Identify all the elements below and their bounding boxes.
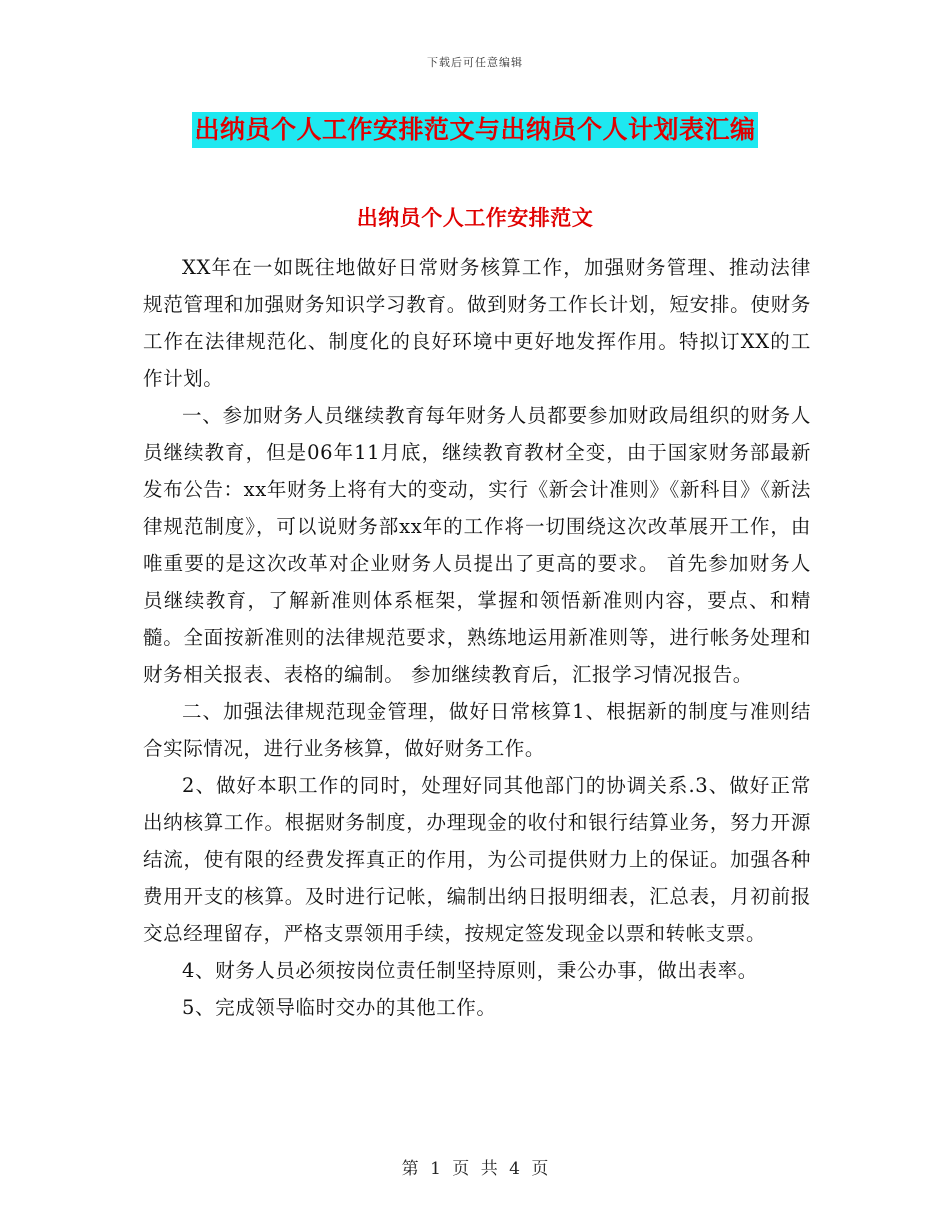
paragraph-responsibility: 4、财务人员必须按岗位责任制坚持原则，秉公办事，做出表率。 [182, 959, 758, 982]
paragraph-cashier-accounting: 2、做好本职工作的同时，处理好同其他部门的协调关系.3、做好正常出纳核算工作。根据财务制度，办理现金的收付和银行结算业务，努力开源结流，使有限的经费发挥真正的作用，为公司提供财力上的保证。加强各种费用开支的核算。及时进行记帐，编制出纳日报明细表，汇总表，月初前报交总经理留存，严格支票领用手续，按规定签发现金以票和转帐支票。 [143, 774, 811, 945]
paragraph-intro: XX年在一如既往地做好日常财务核算工作，加强财务管理、推动法律规范管理和加强财务知识学习教育。做到财务工作长计划，短安排。使财务工作在法律规范化、制度化的良好环境中更好地发挥作用。特拟订XX的工作计划。 [143, 256, 811, 390]
paragraph-cash-management: 二、加强法律规范现金管理，做好日常核算1、根据新的制度与准则结合实际情况，进行业务核算，做好财务工作。 [143, 700, 811, 760]
main-title-wrap [0, 112, 950, 148]
paragraph-continuing-education: 一、参加财务人员继续教育每年财务人员都要参加财政局组织的财务人员继续教育，但是06年11月底，继续教育教材全变，由于国家财务部最新发布公告：xx年财务上将有大的变动，实行《新会计准则》《新科目》《新法律规范制度》，可以说财务部xx年的工作将一切围绕这次改革展开工作，由唯重要的是这次改革对企业财务人员提出了更高的要求。 首先参加财务人员继续教育，了解新准则体系框架，掌握和领悟新准则内容，要点、和精髓。全面按新准则的法律规范要求，熟练地运用新准则等，进行帐务处理和财务相关报表、表格的编制。 参加继续教育后，汇报学习情况报告。 [143, 404, 811, 686]
header-note: 下载后可任意编辑 [427, 56, 523, 69]
paragraph-other-tasks: 5、完成领导临时交办的其他工作。 [182, 996, 497, 1019]
document-body [143, 249, 811, 1026]
page-footer: 第 1 页 共 4 页 [401, 1159, 549, 1179]
main-title: 出纳员个人工作安排范文与出纳员个人计划表汇编 [192, 112, 757, 148]
section-title: 出纳员个人工作安排范文 [356, 205, 594, 230]
